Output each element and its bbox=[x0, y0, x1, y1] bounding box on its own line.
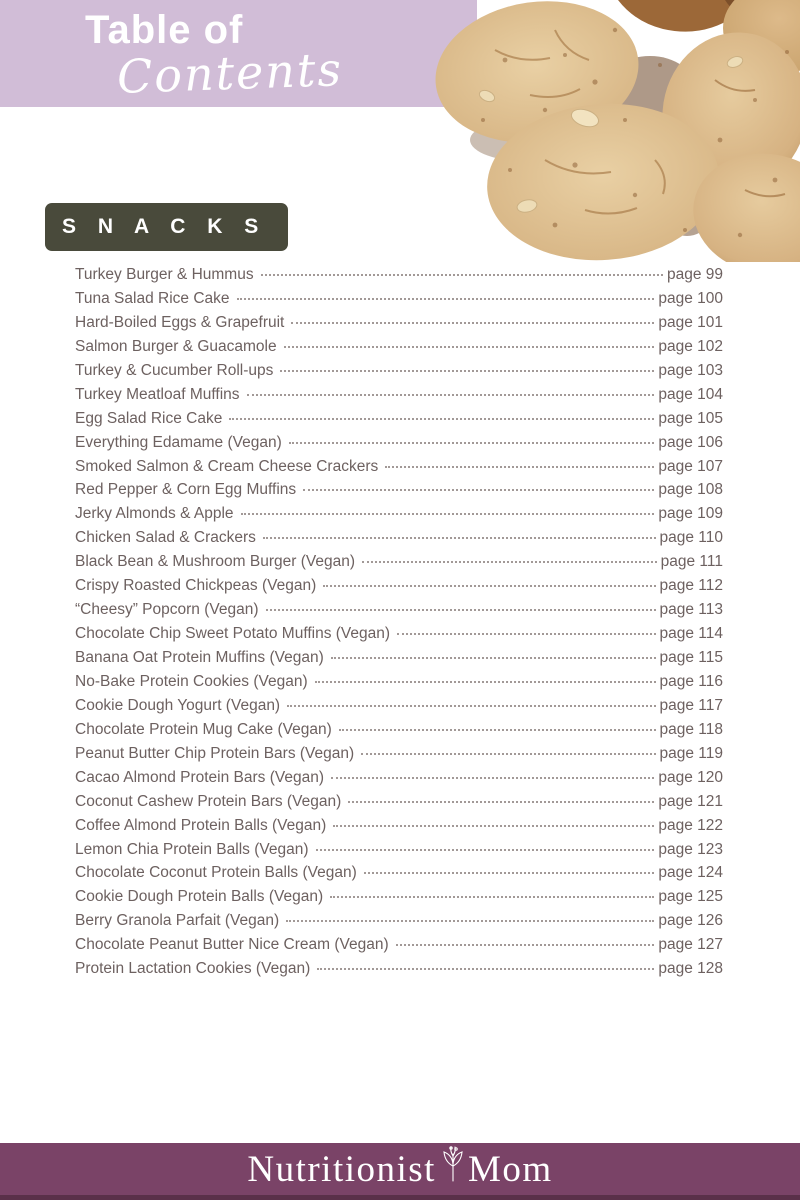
toc-entry-title: Salmon Burger & Guacamole bbox=[75, 337, 277, 355]
toc-entry-page: page 105 bbox=[658, 409, 723, 427]
toc-entry-title: Chocolate Chip Sweet Potato Muffins (Vegan) bbox=[75, 625, 391, 643]
toc-entry[interactable] bbox=[75, 912, 723, 936]
toc-entry-page: page 123 bbox=[658, 840, 723, 858]
dotted-leader bbox=[361, 753, 655, 755]
toc-entry-title: Crispy Roasted Chickpeas (Vegan) bbox=[75, 577, 317, 595]
toc-entry-page: page 124 bbox=[658, 864, 723, 882]
toc-entry[interactable] bbox=[75, 864, 723, 888]
snacks-section-badge bbox=[45, 203, 288, 251]
toc-entry-title: “Cheesy” Popcorn (Vegan) bbox=[75, 601, 259, 619]
toc-entry-title: Black Bean & Mushroom Burger (Vegan) bbox=[75, 553, 355, 571]
toc-entry[interactable] bbox=[75, 362, 723, 386]
toc-entry-page: page 125 bbox=[658, 888, 723, 906]
toc-entry-page: page 121 bbox=[658, 792, 723, 810]
dotted-leader bbox=[247, 394, 655, 396]
toc-entry[interactable] bbox=[75, 697, 723, 721]
toc-entry[interactable] bbox=[75, 338, 723, 362]
toc-entry-page: page 106 bbox=[658, 433, 723, 451]
toc-entry[interactable] bbox=[75, 529, 723, 553]
brand-name-right: Mom bbox=[467, 1148, 553, 1190]
toc-entry-page: page 99 bbox=[666, 266, 723, 283]
dotted-leader bbox=[263, 537, 656, 539]
toc-entry[interactable] bbox=[75, 625, 723, 649]
toc-entry-title: Coffee Almond Protein Balls (Vegan) bbox=[75, 816, 327, 834]
toc-entry-title: Coconut Cashew Protein Bars (Vegan) bbox=[75, 792, 342, 810]
toc-entry[interactable] bbox=[75, 817, 723, 841]
toc-entry[interactable] bbox=[75, 745, 723, 769]
dotted-leader bbox=[397, 633, 655, 635]
toc-entry-title: Lemon Chia Protein Balls (Vegan) bbox=[75, 840, 309, 858]
dotted-leader bbox=[291, 322, 654, 324]
toc-entry-page: page 128 bbox=[658, 960, 723, 978]
toc-entry-page: page 100 bbox=[658, 289, 723, 307]
toc-entry-page: page 111 bbox=[660, 553, 723, 571]
toc-entry-title: Berry Granola Parfait (Vegan) bbox=[75, 912, 280, 930]
dotted-leader bbox=[287, 705, 655, 707]
toc-entry[interactable] bbox=[75, 673, 723, 697]
toc-entry[interactable] bbox=[75, 266, 723, 290]
plant-sprig-icon bbox=[440, 1146, 466, 1189]
toc-entry-page: page 112 bbox=[659, 577, 723, 595]
toc-entry-page: page 107 bbox=[658, 457, 723, 475]
toc-entry-page: page 110 bbox=[659, 529, 723, 547]
toc-entry-title: Tuna Salad Rice Cake bbox=[75, 289, 230, 307]
toc-entry-page: page 122 bbox=[658, 816, 723, 834]
toc-entry-title: Cookie Dough Yogurt (Vegan) bbox=[75, 696, 281, 714]
toc-entry-page: page 115 bbox=[659, 649, 723, 666]
toc-entry[interactable] bbox=[75, 888, 723, 912]
brand-logo bbox=[247, 1146, 552, 1193]
dotted-leader bbox=[339, 729, 656, 731]
toc-entry[interactable] bbox=[75, 481, 723, 505]
dotted-leader bbox=[229, 418, 654, 420]
dotted-leader bbox=[333, 825, 654, 827]
dotted-leader bbox=[315, 681, 656, 683]
toc-entry-page: page 114 bbox=[659, 625, 723, 643]
toc-entry-page: page 126 bbox=[658, 912, 723, 930]
dotted-leader bbox=[316, 849, 655, 851]
toc-entry-title: Egg Salad Rice Cake bbox=[75, 409, 223, 427]
dotted-leader bbox=[330, 896, 654, 898]
cookies-photo bbox=[435, 0, 800, 262]
toc-entry-title: Chocolate Coconut Protein Balls (Vegan) bbox=[75, 864, 357, 882]
toc-entry[interactable] bbox=[75, 577, 723, 601]
dotted-leader bbox=[331, 657, 656, 659]
page-title-line1: Table of bbox=[85, 8, 244, 52]
toc-entry-page: page 120 bbox=[658, 768, 723, 786]
toc-entry[interactable] bbox=[75, 601, 723, 625]
toc-entry[interactable] bbox=[75, 410, 723, 434]
dotted-leader bbox=[289, 442, 655, 444]
dotted-leader bbox=[348, 801, 654, 803]
toc-entry-page: page 116 bbox=[659, 672, 723, 690]
toc-entry-title: Everything Edamame (Vegan) bbox=[75, 433, 282, 451]
footer-bar bbox=[0, 1143, 800, 1200]
dotted-leader bbox=[323, 585, 655, 587]
toc-entry-title: Cacao Almond Protein Bars (Vegan) bbox=[75, 768, 324, 786]
toc-entry-page: page 103 bbox=[658, 361, 723, 379]
dotted-leader bbox=[317, 968, 654, 970]
toc-entry-title: Chocolate Peanut Butter Nice Cream (Vegan) bbox=[75, 936, 389, 954]
toc-entry-page: page 101 bbox=[658, 313, 723, 331]
toc-entry-title: Chicken Salad & Crackers bbox=[75, 529, 256, 547]
toc-entry-title: Cookie Dough Protein Balls (Vegan) bbox=[75, 888, 324, 906]
toc-entry[interactable] bbox=[75, 290, 723, 314]
toc-entry[interactable] bbox=[75, 434, 723, 458]
toc-entry[interactable] bbox=[75, 386, 723, 410]
dotted-leader bbox=[385, 466, 654, 468]
toc-entry[interactable] bbox=[75, 314, 723, 338]
dotted-leader bbox=[362, 561, 657, 563]
toc-entry-title: Turkey & Cucumber Roll-ups bbox=[75, 361, 274, 379]
page-title bbox=[85, 8, 344, 104]
toc-entry-page: page 113 bbox=[659, 601, 723, 619]
toc-entry-title: Banana Oat Protein Muffins (Vegan) bbox=[75, 649, 324, 666]
dotted-leader bbox=[266, 609, 656, 611]
toc-entry-page: page 117 bbox=[659, 696, 723, 714]
toc-entry-page: page 118 bbox=[659, 720, 723, 738]
dotted-leader bbox=[280, 370, 654, 372]
toc-entry-page: page 104 bbox=[658, 385, 723, 403]
toc-entry-title: Smoked Salmon & Cream Cheese Crackers bbox=[75, 457, 379, 475]
toc-entry-title: Turkey Meatloaf Muffins bbox=[75, 385, 240, 403]
toc-entry[interactable] bbox=[75, 769, 723, 793]
dotted-leader bbox=[303, 489, 654, 491]
dotted-leader bbox=[364, 872, 655, 874]
dotted-leader bbox=[286, 920, 654, 922]
dotted-leader bbox=[261, 274, 663, 276]
page-title-line2: Contents bbox=[116, 42, 344, 104]
toc-entry-title: Jerky Almonds & Apple bbox=[75, 505, 234, 523]
toc-entry-title: Chocolate Protein Mug Cake (Vegan) bbox=[75, 720, 332, 738]
toc-entry-page: page 127 bbox=[658, 936, 723, 954]
toc-entry-page: page 102 bbox=[658, 337, 723, 355]
toc-entry[interactable] bbox=[75, 505, 723, 529]
dotted-leader bbox=[241, 513, 655, 515]
dotted-leader bbox=[237, 298, 655, 300]
toc-entry[interactable] bbox=[75, 960, 723, 984]
toc-entry-title: Red Pepper & Corn Egg Muffins bbox=[75, 481, 297, 499]
dotted-leader bbox=[396, 944, 655, 946]
toc-entry-title: Peanut Butter Chip Protein Bars (Vegan) bbox=[75, 744, 355, 762]
toc-entry-title: Hard-Boiled Eggs & Grapefruit bbox=[75, 313, 285, 331]
toc-entry[interactable] bbox=[75, 649, 723, 673]
toc-entry[interactable] bbox=[75, 721, 723, 745]
toc-list bbox=[75, 266, 723, 984]
toc-entry-page: page 108 bbox=[658, 481, 723, 499]
toc-entry[interactable] bbox=[75, 841, 723, 865]
cookies-illustration bbox=[435, 0, 800, 262]
toc-entry-title: No-Bake Protein Cookies (Vegan) bbox=[75, 672, 308, 690]
toc-entry-page: page 119 bbox=[659, 744, 723, 762]
toc-entry[interactable] bbox=[75, 553, 723, 577]
snacks-section-label: S N A C K S bbox=[62, 215, 267, 238]
toc-entry-title: Protein Lactation Cookies (Vegan) bbox=[75, 960, 311, 978]
toc-entry[interactable] bbox=[75, 936, 723, 960]
dotted-leader bbox=[331, 777, 654, 779]
toc-entry-title: Turkey Burger & Hummus bbox=[75, 266, 254, 283]
dotted-leader bbox=[284, 346, 655, 348]
toc-entry-page: page 109 bbox=[658, 505, 723, 523]
toc-entry[interactable] bbox=[75, 793, 723, 817]
brand-name-left: Nutritionist bbox=[247, 1148, 436, 1190]
toc-entry[interactable] bbox=[75, 458, 723, 482]
